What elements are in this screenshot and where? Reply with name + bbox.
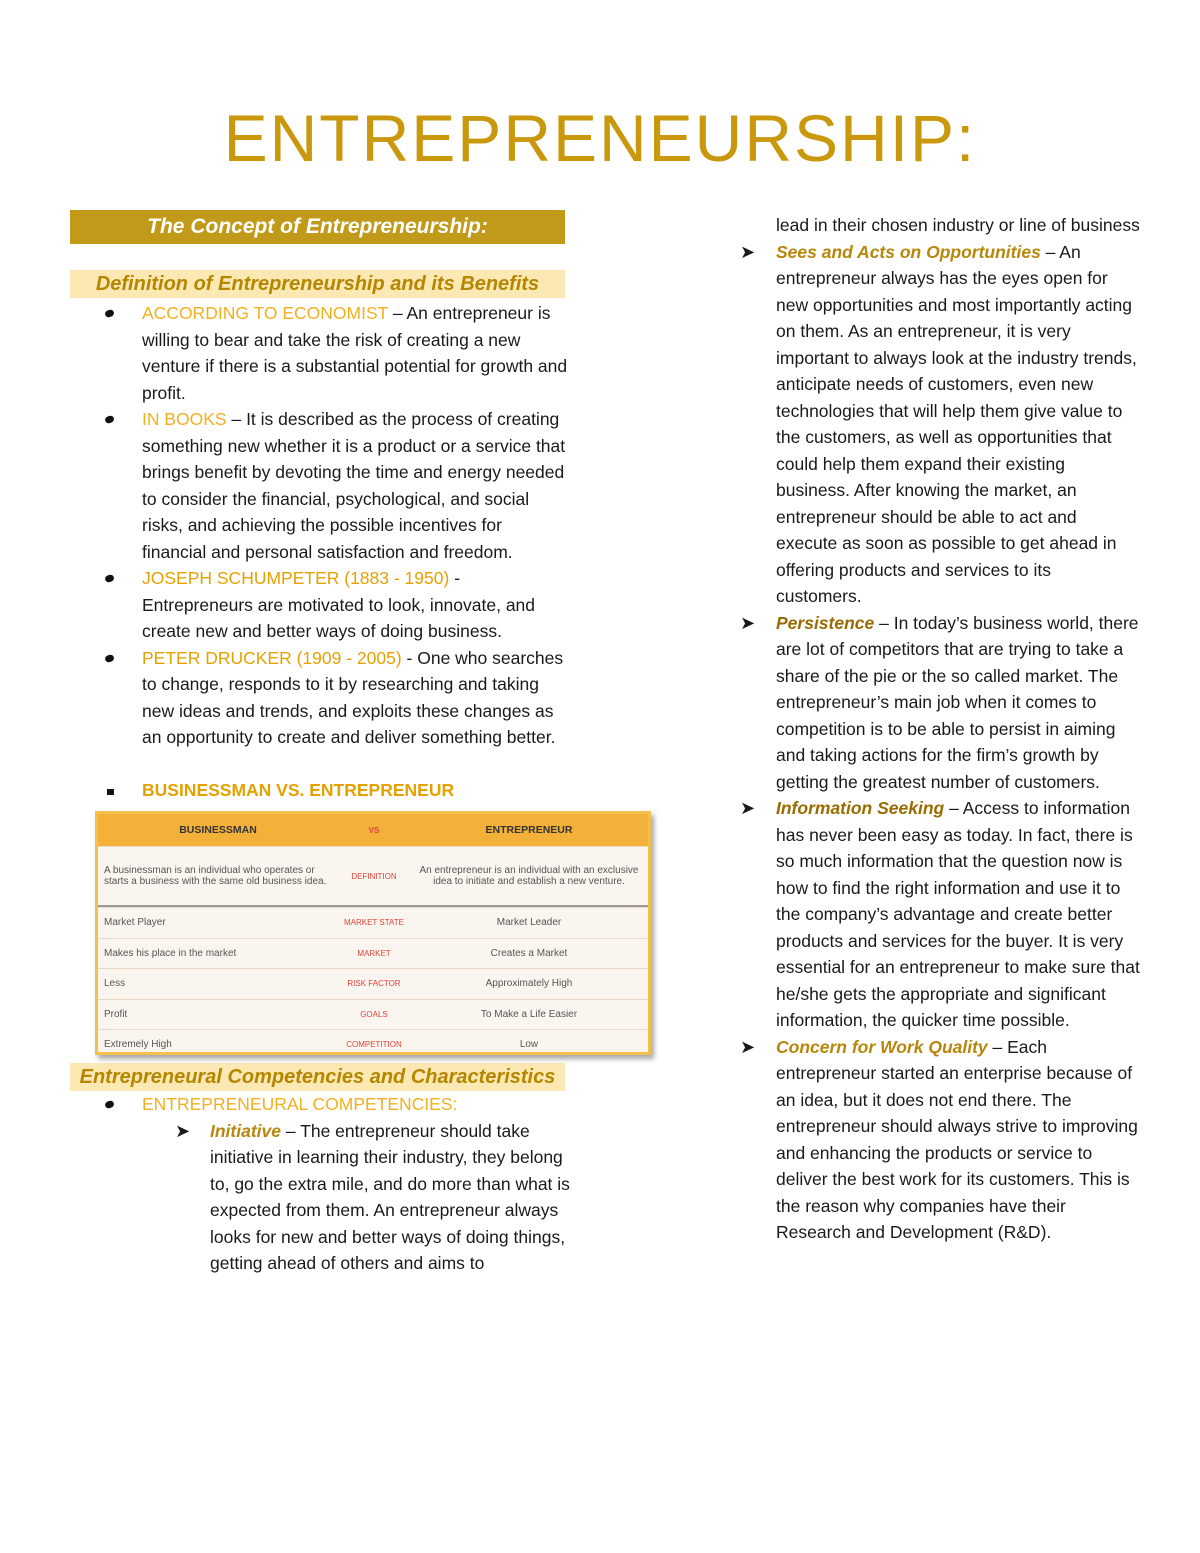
bullet-icon xyxy=(104,653,115,663)
competency-text: – Access to information has never been easy as today. In fact, there is so much information that the question now is how to find the right information and use it to the company’s advantage and create better products and services for the buyer. It is very essential for an entrepreneur to make sure that he/she gets the appropriate and significant information, the quicker time possible. xyxy=(776,798,1140,1030)
definition-text: - One who searches to change, responds to it by researching and taking new ideas and trends, and exploits these changes as an opportunity to create and deliver something better. xyxy=(142,647,564,747)
continued-text: lead in their chosen industry or line of business xyxy=(776,215,1140,235)
list-item xyxy=(70,645,570,751)
list-item xyxy=(70,1091,570,1118)
bullet-icon xyxy=(104,309,115,319)
table-row xyxy=(98,846,648,907)
definition-key: IN BOOKS xyxy=(142,409,227,429)
cell-mid: COMPETITION xyxy=(346,1040,402,1050)
cell-right: Approximately High xyxy=(485,978,573,990)
bullet-icon xyxy=(104,574,115,584)
competency-text: – The entrepreneur should take initiative in learning their industry, they belong to, go the extra mile, and do more than what is expected from them. An entrepreneur always looks for new and better ways of doing things, getting ahead of others and aims to xyxy=(210,1120,570,1273)
bullet-icon xyxy=(104,415,115,425)
competencies-label: ENTREPRENEURAL COMPETENCIES: xyxy=(142,1094,458,1114)
competency-text: – In today’s business world, there are lot of competitors that are trying to take a share of the pie or the so called market. The entrepreneur’s main job when it comes to competition is to be able to persist in aiming and taking actions for the firm’s growth by getting the greatest number of customers. xyxy=(776,612,1139,792)
page-title: ENTREPRENEURSHIP: xyxy=(223,101,977,175)
competency-term: Information Seeking xyxy=(776,798,945,818)
definition-heading: Definition of Entrepreneurship and its Benefits xyxy=(70,270,565,298)
list-item xyxy=(70,777,570,804)
spacer xyxy=(70,751,570,777)
bullet-icon xyxy=(104,1100,115,1110)
cell-mid: RISK FACTOR xyxy=(347,979,401,989)
cell-mid: DEFINITION xyxy=(351,871,397,881)
cell-right: Market Leader xyxy=(496,917,562,929)
arrow-bullet-icon: ➤ xyxy=(740,241,756,262)
square-bullet-icon xyxy=(107,789,114,795)
definition-key: PETER DRUCKER (1909 - 2005) xyxy=(142,647,402,668)
cell-left: Profit xyxy=(104,1008,128,1020)
list-item xyxy=(70,300,570,406)
definition-text: – An entrepreneur is willing to bear and take the risk of creating a new venture if there is a substantial potential for growth and profit. xyxy=(142,303,568,403)
definition-key: JOSEPH SCHUMPETER (1883 - 1950) xyxy=(142,568,450,588)
right-column xyxy=(740,212,1140,1246)
cell-mid: MARKET xyxy=(357,948,391,958)
header-vs: VS xyxy=(368,825,380,835)
list-item xyxy=(740,610,1140,796)
list-item xyxy=(740,239,1140,610)
list-item xyxy=(70,406,570,565)
list-item xyxy=(70,1118,570,1277)
arrow-bullet-icon: ➤ xyxy=(740,798,756,818)
cell-left: A businessman is an individual who operates or starts a business with the same old business idea. xyxy=(104,865,327,887)
competencies-heading: Entrepreneural Competencies and Characteristics xyxy=(70,1063,565,1091)
definition-text: - Entrepreneurs are motivated to look, innovate, and create new and better ways of doing business. xyxy=(142,568,536,641)
table-row xyxy=(98,968,648,999)
competency-term: Persistence xyxy=(776,612,875,633)
header-entrepreneur: ENTREPRENEUR xyxy=(485,824,573,836)
cell-right: Creates a Market xyxy=(490,947,568,959)
comparison-header xyxy=(98,814,648,846)
left-column xyxy=(70,210,639,1277)
table-row xyxy=(98,907,648,938)
competency-text: – An entrepreneur always has the eyes open for new opportunities and most importantly acting on them. As an entrepreneur, it is very important to always look at the industry trends, anticipate needs of customers, even new technologies that will help them give value to the customers, as well as opportunities that could help them expand their existing business. After knowing the market, an entrepreneur should be able to act and execute as soon as possible to get ahead in offering products and services to its customers. xyxy=(776,241,1137,606)
cell-left: Less xyxy=(104,978,126,990)
cell-left: Makes his place in the market xyxy=(104,947,237,959)
table-row xyxy=(98,938,648,969)
competency-term: Sees and Acts on Opportunities xyxy=(776,241,1041,262)
cell-left: Market Player xyxy=(104,917,166,929)
definition-text: – It is described as the process of creating something new whether it is a product or a service that brings benefit by devoting the time and energy needed to consider the financial, psychological, and social risks, and achieving the possible incentives for financial and personal satisfaction and freedom. xyxy=(142,409,566,562)
list-item xyxy=(740,1034,1140,1246)
competencies-list xyxy=(70,1091,570,1118)
list-item xyxy=(740,795,1140,1034)
header-businessman: BUSINESSMAN xyxy=(179,824,257,836)
table-row xyxy=(98,999,648,1030)
competency-term: Concern for Work Quality xyxy=(776,1036,988,1057)
arrow-bullet-icon: ➤ xyxy=(740,612,756,633)
cell-mid: GOALS xyxy=(360,1009,388,1019)
cell-right: An entrepreneur is an individual with an exclusive idea to initiate and establish a new venture. xyxy=(419,865,639,887)
characteristics-list xyxy=(740,239,1140,1246)
cell-right: Low xyxy=(519,1039,539,1051)
list-item xyxy=(70,565,570,645)
comparison-table xyxy=(95,811,651,1055)
definition-key: ACCORDING TO ECONOMIST xyxy=(142,303,388,323)
definition-list xyxy=(70,300,570,803)
cell-mid: MARKET STATE xyxy=(343,918,404,928)
arrow-bullet-icon: ➤ xyxy=(740,1036,756,1057)
competency-text: – Each entrepreneur started an enterprise because of an idea, but it does not end there. The entrepreneur should always strive to improving and enhancing the products or service to deliver the best work for its customers. This is the reason why companies have their Research and Development (R&D). xyxy=(776,1036,1138,1242)
cell-left: Extremely High xyxy=(104,1039,172,1051)
cell-right: To Make a Life Easier xyxy=(480,1008,578,1020)
concept-banner: The Concept of Entrepreneurship: xyxy=(70,210,565,244)
competency-term: Initiative xyxy=(210,1120,281,1141)
arrow-bullet-icon: ➤ xyxy=(175,1120,191,1141)
initiative-list xyxy=(70,1118,570,1277)
vs-label: BUSINESSMAN VS. ENTREPRENEUR xyxy=(142,779,455,800)
table-row xyxy=(98,1029,648,1060)
